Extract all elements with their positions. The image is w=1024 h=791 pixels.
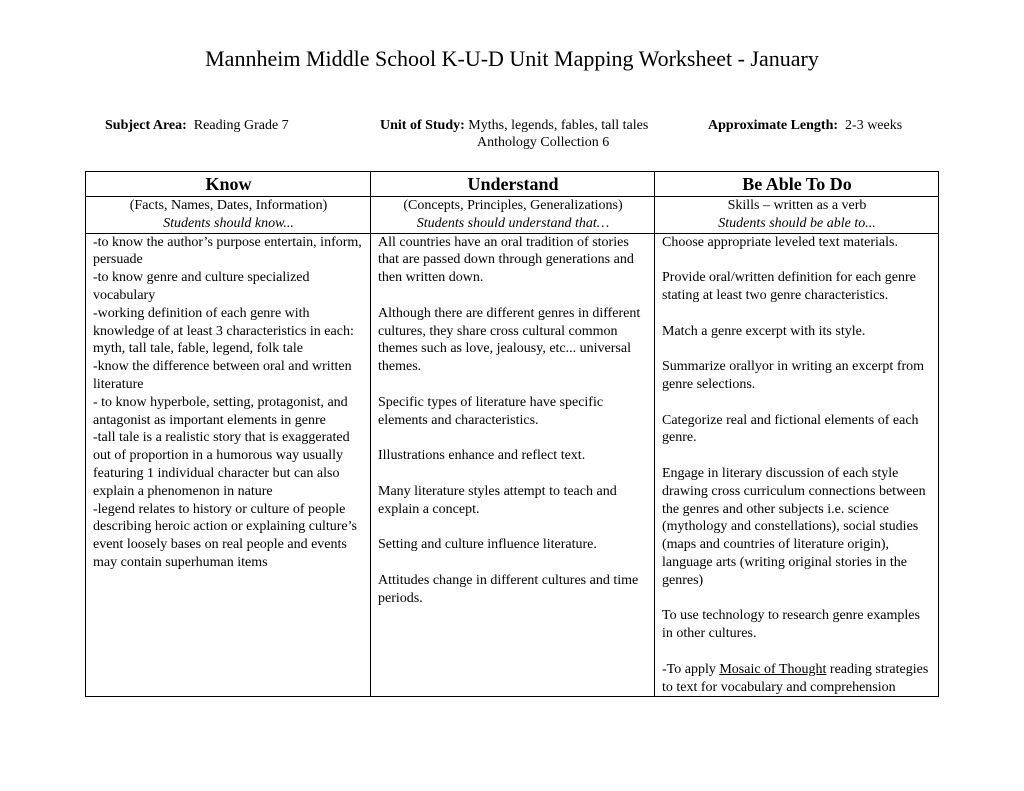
unit-meta xyxy=(0,117,1024,157)
subheader-understand-line1: (Concepts, Principles, Generalizations) xyxy=(403,198,623,213)
know-item: -working definition of each genre with knowledge of at least 3 characteristics in each: myth, tall tale, fable, legend, folk tale xyxy=(93,305,354,357)
page-title: Mannheim Middle School K-U-D Unit Mapping Worksheet - January xyxy=(205,46,819,71)
do-item: Choose appropriate leveled text materials. xyxy=(662,234,898,250)
header-understand: Understand xyxy=(371,172,655,197)
know-cell xyxy=(86,233,371,697)
know-item: - to know hyperbole, setting, protagonist, and antagonist as important elements in genre xyxy=(93,394,348,428)
understand-item: Setting and culture influence literature. xyxy=(378,537,597,553)
do-item: To use technology to research genre examples in other cultures. xyxy=(662,608,920,642)
subheader-know xyxy=(86,197,371,234)
subject-area xyxy=(105,117,289,134)
do-item-last-prefix: -To apply xyxy=(662,661,720,677)
do-item: Provide oral/written definition for each genre stating at least two genre characteristics. xyxy=(662,270,916,303)
mosaic-of-thought-link[interactable]: Mosaic of Thought xyxy=(719,661,827,677)
understand-item: Many literature styles attempt to teach and explain a concept. xyxy=(378,483,617,517)
do-item: Summarize orallyor in writing an excerpt from genre selections. xyxy=(662,359,925,392)
unit-of-study-label: Unit of Study: xyxy=(380,118,465,133)
subject-area-value: Reading Grade 7 xyxy=(193,118,289,133)
approximate-length-label: Approximate Length: xyxy=(708,118,839,133)
approximate-length xyxy=(708,117,902,134)
know-item: -legend relates to history or culture of people describing heroic action or explaining culture’s event loosely bases on real people and events may contain superhuman items xyxy=(93,501,357,570)
content-row xyxy=(86,233,939,697)
subheader-do-line2: Students should be able to... xyxy=(718,215,876,231)
subheader-do-line1: Skills – written as a verb xyxy=(727,198,867,213)
know-item: -know the difference between oral and written literature xyxy=(93,359,352,392)
know-item: -to know the author’s purpose entertain, inform, persuade xyxy=(93,234,362,268)
do-cell xyxy=(655,233,939,697)
understand-item: Illustrations enhance and reflect text. xyxy=(378,448,586,464)
unit-of-study xyxy=(380,117,680,151)
do-item: Match a genre excerpt with its style. xyxy=(662,323,866,339)
understand-item: Although there are different genres in different cultures, they share cross cultural common themes such as love, jealousy, etc... universal themes. xyxy=(378,305,641,375)
subheader-row xyxy=(86,197,939,234)
understand-item: Attitudes change in different cultures and time periods. xyxy=(378,572,639,606)
do-item: Categorize real and fictional elements of each genre. xyxy=(662,412,919,446)
understand-item: Specific types of literature have specific elements and characteristics. xyxy=(378,394,604,428)
do-item-last-suffix: reading strategies to text for vocabulary and comprehension xyxy=(662,661,929,695)
know-item: -tall tale is a realistic story that is exaggerated out of proportion in a humorous way usually featuring 1 individual character but can also explain a phenomenon in nature xyxy=(93,430,350,499)
approximate-length-value: 2-3 weeks xyxy=(845,118,903,133)
do-item-last xyxy=(662,661,932,697)
subheader-understand xyxy=(371,197,655,234)
header-be-able-to-do: Be Able To Do xyxy=(655,172,939,197)
understand-cell xyxy=(371,233,655,697)
understand-item: All countries have an oral tradition of stories that are passed down through generations and then written down. xyxy=(378,234,634,286)
header-know: Know xyxy=(86,172,371,197)
header-row xyxy=(86,172,939,197)
subject-area-label: Subject Area: xyxy=(105,118,187,133)
unit-of-study-value-line2: Anthology Collection 6 xyxy=(477,135,610,150)
unit-of-study-value: Myths, legends, fables, tall tales xyxy=(468,118,649,133)
subheader-know-line1: (Facts, Names, Dates, Information) xyxy=(129,198,328,213)
kud-table xyxy=(85,171,939,697)
do-item: Engage in literary discussion of each style drawing cross curriculum connections between the genres and other subjects i.e. science (mythology and constellations), social studies (maps and countries of literature origin), language arts (writing original stories in the genres) xyxy=(662,465,926,588)
subheader-know-line2: Students should know... xyxy=(163,215,294,231)
subheader-understand-line2: Students should understand that… xyxy=(416,215,610,231)
know-item: -to know genre and culture specialized vocabulary xyxy=(93,270,310,303)
subheader-do xyxy=(655,197,939,234)
